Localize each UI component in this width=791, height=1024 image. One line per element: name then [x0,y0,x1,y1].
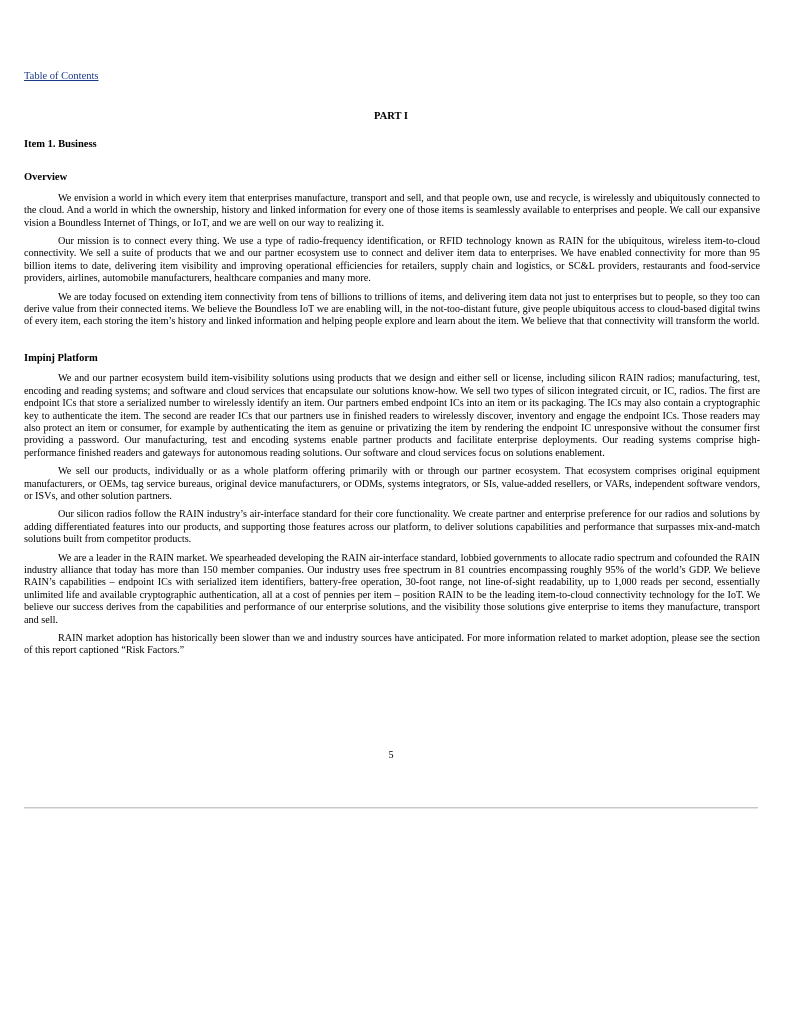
page-divider [24,807,758,809]
platform-paragraph: We sell our products, individually or as a whole platform offering primarily with or through our partner ecosystem. That ecosystem comprises original equipment manufacturers, or OEMs, tag service bureaus, original device manufacturers, or ODMs, systems integrators, or SIs, value-added resellers, or VARs, independent software vendors, or ISVs, and other solution partners. [24,466,760,502]
part-title: PART I [374,111,408,122]
overview-heading: Overview [24,172,68,184]
overview-paragraph: Our mission is to connect every thing. We use a type of radio-frequency identification, or RFID technology known as RAIN for the ubiquitous, wireless item-to-cloud connectivity. We sell a suite of products that we and our partner ecosystem use to connect and deliver item data to enterprises. We have enabled connectivity for more than 95 billion items to date, delivering item visibility and improving operational efficiencies for retailers, supply chain and logistics, or SC&L providers, restaurants and food-service providers, airlines, automobile manufacturers, healthcare companies and many more. [24,236,760,285]
overview-paragraph: We envision a world in which every item that enterprises manufacture, transport and sell, and that people own, use and recycle, is wirelessly and ubiquitously connected to the cloud. And a world in which the ownership, history and linked information for every one of those items is seamlessly available to enterprises and people. We call our expansive vision a Boundless Internet of Things, or IoT, and we are well on our way to realizing it. [24,192,760,229]
platform-paragraph: Our silicon radios follow the RAIN industry’s air-interface standard for their core functionality. We create partner and enterprise preference for our radios and solutions by adding differentiated features into our products, and supporting those features across our platform, to deliver solutions capabilities and performance that surpasses mix-and-match solutions built from competitor products. [24,509,760,546]
platform-paragraph: We and our partner ecosystem build item-visibility solutions using products that we design and either sell or license, including silicon RAIN radios; manufacturing, test, encoding and reading systems; and software and cloud services that encapsulate our solutions know-how. We sell two types of silicon integrated circuit, or IC, radios. The first are endpoint ICs that store a serialized number to wirelessly identify an item. Our partners embed endpoint ICs into an item or its packaging. The ICs may also contain a cryptographic key to authenticate the item. The second are reader ICs that our partners use in finished readers to wirelessly discover, inventory and engage the endpoint ICs. Those readers may also protect an item or consumer, for example by authenticating the item as genuine or privatizing the item by rendering the endpoint IC unresponsive without the consumer first providing a password. Our manufacturing, test and encoding systems enable partner products and facilitate enterprise deployments. Our reading systems comprise high-performance finished readers and gateways for autonomous reading solutions. Our software and cloud services focus on solutions enablement. [24,373,760,459]
page-number: 5 [388,750,394,761]
platform-paragraph: We are a leader in the RAIN market. We spearheaded developing the RAIN air-interface standard, lobbied governments to allocate radio spectrum and cofounded the RAIN industry alliance that today has more than 150 member companies. Our industry uses free spectrum in 81 countries encompassing roughly 95% of the world’s GDP. We believe RAIN’s capabilities – endpoint ICs with serialized item identifiers, battery-free operation, 30-foot range, not line-of-sight readability, up to 1,000 reads per second, essentially unlimited life and available cryptographic authentication, all at a cost of pennies per item – position RAIN to be the leading item-to-cloud connectivity technology for the IoT. We believe our success derives from the capabilities and performance of our enterprise solutions, and the visibility those solutions give enterprise to items they manufacture, transport and sell. [24,552,760,626]
platform-heading: Impinj Platform [24,352,98,364]
item-title: Item 1. Business [24,139,97,150]
platform-paragraph: RAIN market adoption has historically been slower than we and industry sources have anticipated. For more information related to market adoption, please see the section of this report captioned “Risk Factors.” [24,633,760,657]
table-of-contents-link[interactable]: Table of Contents [24,71,99,82]
document-body [24,139,760,664]
overview-paragraph: We are today focused on extending item connectivity from tens of billions to trillions of items, and delivering item data not just to enterprises but to people, so they too can derive value from their connected items. We believe the Boundless IoT we are enabling will, in the not-too-distant future, give people ubiquitous access to cloud-based digital twins of every item, each storing the item’s history and linked information and helping people explore and learn about the item. We believe that that connectivity will transform the world. [24,291,760,328]
